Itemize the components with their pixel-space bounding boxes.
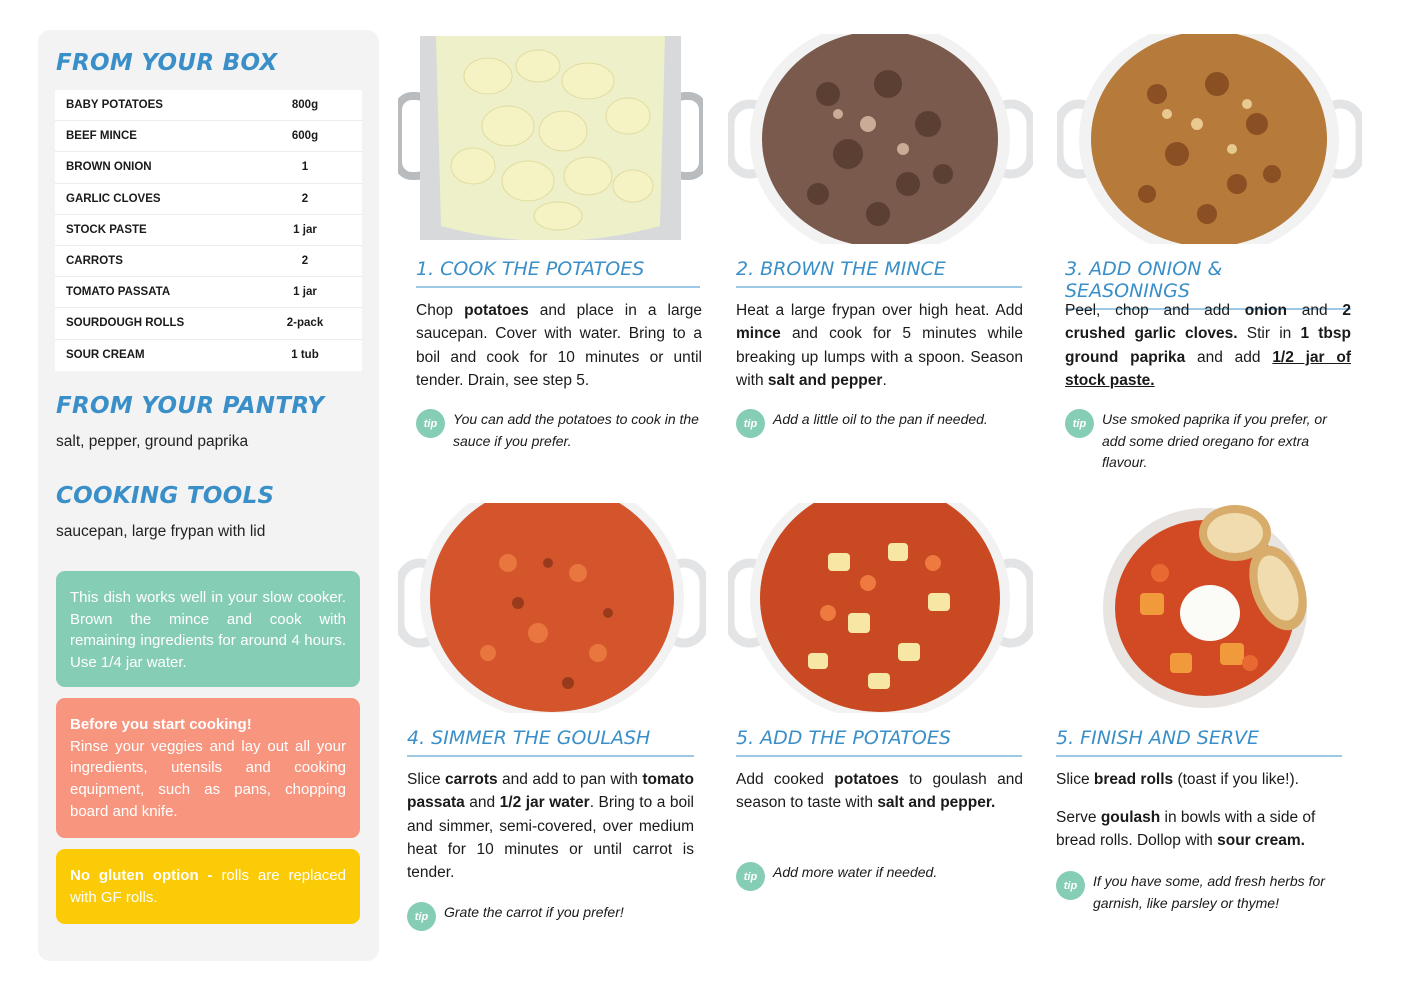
- step-6-instructions: [1056, 768, 1346, 791]
- ingredient-qty: 2-pack: [286, 317, 324, 330]
- tip-badge-icon: tip: [736, 862, 765, 891]
- text-run: and add: [1185, 348, 1273, 366]
- ingredient-name: STOCK PASTE: [66, 223, 147, 236]
- step-2-tip-text: Add a little oil to the pan if needed.: [773, 411, 988, 427]
- text-run: Serve: [1056, 809, 1101, 826]
- text-run: salt and pepper.: [877, 794, 996, 812]
- tip-badge-icon: tip: [407, 902, 436, 931]
- ingredient-qty: 1 jar: [293, 223, 317, 236]
- photo-potatoes-boiling: [398, 36, 703, 240]
- photo-serving-bowl: [1100, 503, 1315, 713]
- text-run: onion: [1244, 302, 1287, 319]
- ingredient-name: GARLIC CLOVES: [66, 192, 161, 205]
- step-2-title: 2. BROWN THE MINCE: [736, 258, 1022, 288]
- ingredient-row: [55, 121, 362, 152]
- text-run: in bowls with a side of bread rolls. Dollop with: [1056, 809, 1316, 850]
- step-3-title: 3. ADD ONION & SEASONINGS: [1065, 258, 1351, 310]
- from-your-pantry-heading: FROM YOUR PANTRY: [56, 393, 325, 419]
- no-gluten-note: [56, 849, 360, 924]
- text-run: .: [882, 371, 887, 389]
- ingredient-qty: 1 jar: [293, 286, 317, 299]
- step-5-instructions: [736, 768, 1023, 815]
- text-run: Peel, chop and add: [1065, 302, 1245, 319]
- pantry-items: salt, pepper, ground paprika: [56, 433, 249, 450]
- step-5-title: 5. ADD THE POTATOES: [736, 727, 1022, 757]
- step-2-tip: [736, 409, 1026, 438]
- ingredient-qty: 2: [301, 255, 309, 268]
- ingredient-qty: 2: [301, 192, 309, 205]
- text-run: and: [1286, 302, 1343, 319]
- tip-badge-icon: tip: [1056, 871, 1085, 900]
- ingredient-row: [55, 215, 362, 246]
- photo-potatoes-added: [728, 503, 1033, 713]
- step-4-title: 4. SIMMER THE GOULASH: [407, 727, 694, 757]
- tip-badge-icon: tip: [416, 409, 445, 438]
- step-6-title: 5. FINISH AND SERVE: [1056, 727, 1342, 757]
- photo-simmering-goulash: [398, 503, 706, 713]
- photo-browning-mince: [728, 34, 1033, 244]
- text-run: Chop: [416, 302, 465, 319]
- step-1-title: 1. COOK THE POTATOES: [416, 258, 700, 288]
- text-run: sour cream.: [1217, 832, 1305, 850]
- tip-badge-icon: tip: [736, 409, 765, 438]
- ingredient-qty: 1 tub: [291, 349, 319, 362]
- photo-onion-seasonings: [1057, 34, 1362, 244]
- ingredient-row: [55, 340, 362, 371]
- text-run: 1 tbsp ground paprika: [1065, 325, 1351, 366]
- text-run: goulash: [1100, 809, 1161, 826]
- text-run: Slice: [1056, 771, 1094, 788]
- text-run: Heat a large frypan over high heat. Add: [736, 302, 1023, 319]
- ingredient-qty: 800g: [291, 99, 319, 112]
- step-3-tip: [1065, 409, 1335, 474]
- step-4-tip: [407, 902, 697, 931]
- text-run: potatoes: [834, 771, 899, 788]
- ingredient-row: [55, 184, 362, 215]
- ingredient-name: TOMATO PASSATA: [66, 286, 171, 299]
- from-your-box-heading: FROM YOUR BOX: [56, 50, 278, 76]
- ingredient-row: [55, 90, 362, 121]
- step-1-tip-text: You can add the potatoes to cook in the sauce if you prefer.: [453, 411, 699, 449]
- step-4-tip-text: Grate the carrot if you prefer!: [444, 904, 624, 920]
- step-3-tip-text: Use smoked paprika if you prefer, or add some dried oregano for extra flavour.: [1102, 411, 1327, 471]
- ingredient-name: CARROTS: [66, 255, 123, 268]
- ingredient-name: BROWN ONION: [66, 161, 152, 174]
- text-run: and: [464, 794, 500, 812]
- text-run: (toast if you like!).: [1173, 771, 1299, 788]
- text-run: carrots: [445, 771, 498, 788]
- ingredient-qty: 600g: [291, 130, 319, 143]
- step-1-instructions: [416, 299, 702, 392]
- before-cooking-title: Before you start cooking!: [70, 716, 252, 733]
- text-run: tomato passata: [407, 771, 694, 812]
- tip-badge-icon: tip: [1065, 409, 1094, 438]
- step-6-serving: [1056, 806, 1346, 853]
- ingredient-name: BABY POTATOES: [66, 99, 163, 112]
- text-run: salt and pepper: [767, 371, 883, 389]
- step-2-instructions: [736, 299, 1023, 392]
- text-run: and place in a large saucepan. Cover with water. Bring to a boil and cook for 10 minutes or until tender. Drain, see step 5.: [416, 302, 702, 389]
- step-4-instructions: [407, 768, 694, 884]
- ingredient-row: [55, 152, 362, 183]
- ingredient-row: [55, 277, 362, 308]
- ingredient-name: SOURDOUGH ROLLS: [66, 317, 185, 330]
- no-gluten-title: No gluten option -: [70, 867, 213, 884]
- text-run: Stir in: [1237, 325, 1301, 343]
- text-run: 2 crushed garlic cloves.: [1065, 302, 1351, 343]
- step-5-tip: [736, 862, 1026, 891]
- step-5-tip-text: Add more water if needed.: [773, 864, 938, 880]
- text-run: 1/2 jar of stock paste.: [1065, 348, 1351, 389]
- ingredient-name: BEEF MINCE: [66, 130, 137, 143]
- cooking-tools-list: saucepan, large frypan with lid: [56, 523, 266, 540]
- no-gluten-text: rolls are replaced with GF rolls.: [70, 867, 346, 906]
- text-run: and add to pan with: [497, 771, 643, 788]
- text-run: 1/2 jar water: [499, 794, 590, 812]
- text-run: Add cooked: [736, 771, 835, 788]
- text-run: to goulash and season to taste with: [736, 771, 1023, 812]
- text-run: mince: [736, 325, 781, 343]
- step-1-tip: [416, 409, 706, 452]
- step-3-instructions: [1065, 299, 1351, 392]
- cooking-tools-heading: COOKING TOOLS: [56, 483, 275, 509]
- text-run: Slice: [407, 771, 446, 788]
- before-cooking-text: Rinse your veggies and lay out all your ingredients, utensils and cooking equipment, such as pans, chopping board and knife.: [70, 737, 346, 820]
- ingredient-qty: 1: [301, 161, 309, 174]
- ingredients-sidebar: [38, 30, 379, 961]
- before-cooking-note: [56, 698, 360, 838]
- text-run: . Bring to a boil and simmer, semi-covered, over medium heat for 10 minutes or until carrot is tender.: [407, 794, 694, 882]
- ingredient-row: [55, 308, 362, 339]
- ingredient-row: [55, 246, 362, 277]
- step-6-tip-text: If you have some, add fresh herbs for garnish, like parsley or thyme!: [1093, 873, 1325, 911]
- text-run: bread rolls: [1093, 771, 1174, 788]
- text-run: and cook for 5 minutes while breaking up lumps with a spoon. Season with: [736, 325, 1023, 389]
- slow-cooker-note: This dish works well in your slow cooker. Brown the mince and cook with remaining ingredients for around 4 hours. Use 1/4 jar water.: [56, 571, 360, 687]
- step-6-tip: [1056, 871, 1326, 914]
- text-run: potatoes: [464, 302, 529, 319]
- ingredient-name: SOUR CREAM: [66, 349, 145, 362]
- ingredient-table: [55, 90, 362, 371]
